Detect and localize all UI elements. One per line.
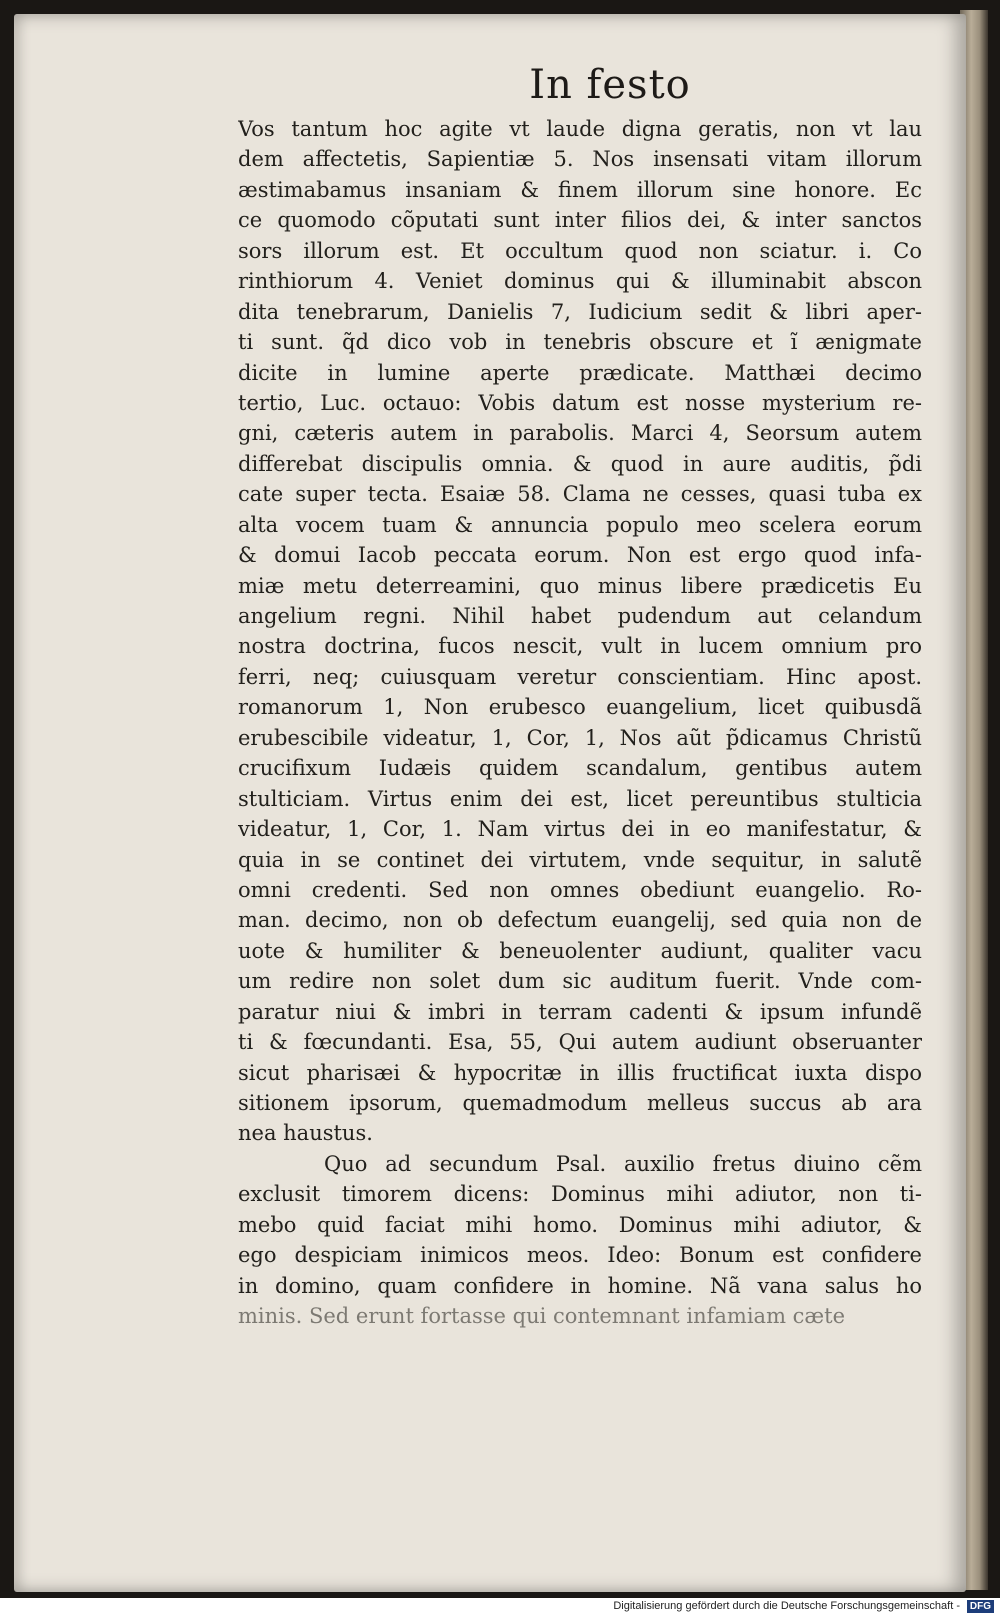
text-line: alta vocem tuam & annuncia populo meo scelera eorum: [238, 512, 922, 537]
text-line: sicut pharisæi & hypocritæ in illis fructificat iuxta dispo: [238, 1060, 922, 1085]
text-line: omni credenti. Sed non omnes obediunt euangelio. Ro-: [238, 877, 922, 902]
text-line: quia in se continet dei virtutem, vnde sequitur, in salutẽ: [238, 847, 922, 872]
text-line: uote & humiliter & beneuolenter audiunt, qualiter vacu: [238, 938, 922, 963]
text-line: ti sunt. q̃d dico vob in tenebris obscure et ĩ ænigmate: [238, 330, 922, 355]
text-line: nea haustus.: [238, 1121, 373, 1146]
text-line: exclusit timorem dicens: Dominus mihi adiutor, non ti-: [238, 1182, 922, 1207]
text-line: angelium regni. Nihil habet pudendum aut celandum: [238, 604, 922, 628]
text-line: Vos tantum hoc agite vt laude digna geratis, non vt lau: [238, 117, 922, 141]
text-line: tertio, Luc. octauo: Vobis datum est nosse mysterium re-: [238, 390, 922, 415]
text-line: gni, cæteris autem in parabolis. Marci 4, Seorsum autem: [238, 421, 922, 446]
text-line: nostra doctrina, fucos nescit, vult in lucem omnium pro: [238, 634, 922, 659]
text-line: um redire non solet dum sic auditum fuerit. Vnde com-: [238, 969, 922, 994]
running-head: In festo: [529, 62, 691, 108]
body-text: [238, 114, 922, 1332]
text-line: dem affectetis, Sapientiæ 5. Nos insensati vitam illorum: [238, 147, 922, 172]
text-line: paratur niui & imbri in terram cadenti & ipsum infundẽ: [238, 999, 922, 1024]
text-line: æstimabamus insaniam & finem illorum sine honore. Ec: [238, 177, 922, 202]
text-line: sors illorum est. Et occultum quod non sciatur. i. Co: [238, 238, 922, 263]
text-line: erubescibile videatur, 1, Cor, 1, Nos aũt p̃dicamus Christũ: [238, 725, 922, 750]
text-line: & domui Iacob peccata eorum. Non est ergo quod infa-: [238, 543, 922, 568]
text-line: ti & fœcundanti. Esa, 55, Qui autem audiunt obseruanter: [238, 1030, 922, 1055]
text-line: man. decimo, non ob defectum euangelij, sed quia non de: [238, 908, 922, 933]
text-line: sitionem ipsorum, quemadmodum melleus succus ab ara: [238, 1091, 922, 1115]
text-line: Quo ad secundum Psal. auxilio fretus diuino cẽm: [324, 1151, 922, 1176]
text-line: in domino, quam confidere in homine. Nã vana salus ho: [238, 1273, 922, 1298]
text-line: ce quomodo cõputati sunt inter filios dei, & inter sanctos: [238, 208, 922, 233]
text-line: videatur, 1, Cor, 1. Nam virtus dei in eo manifestatur, &: [238, 817, 922, 842]
text-line: miæ metu deterreamini, quo minus libere prædicetis Eu: [238, 573, 922, 598]
text-line: romanorum 1, Non erubesco euangelium, licet quibusdã: [238, 695, 922, 720]
text-line: stulticiam. Virtus enim dei est, licet pereuntibus stulticia: [238, 786, 922, 811]
text-line: ego despiciam inimicos meos. Ideo: Bonum est confidere: [238, 1243, 922, 1268]
text-line: dita tenebrarum, Danielis 7, Iudicium sedit & libri aper-: [238, 299, 922, 324]
text-line: minis. Sed erunt fortasse qui contemnant infamiam cæte: [238, 1304, 846, 1329]
text-line: rinthiorum 4. Veniet dominus qui & illuminabit abscon: [238, 269, 922, 294]
text-line: crucifixum Iudæis quidem scandalum, gentibus autem: [238, 756, 922, 781]
text-line: dicite in lumine aperte prædicate. Matthæi decimo: [238, 360, 922, 385]
text-line: cate super tecta. Esaiæ 58. Clama ne cesses, quasi tuba ex: [238, 482, 922, 507]
text-line: ferri, neq; cuiusquam veretur conscientiam. Hinc apost.: [238, 664, 922, 689]
text-line: differebat discipulis omnia. & quod in aure auditis, p̃di: [238, 451, 922, 476]
book-page: [14, 14, 966, 1592]
text-line: mebo quid faciat mihi homo. Dominus mihi adiutor, &: [238, 1212, 922, 1237]
dfg-logo: DFG: [967, 1600, 994, 1613]
footer-credit: Digitalisierung gefördert durch die Deutsche Forschungsgemeinschaft -: [613, 1600, 960, 1612]
